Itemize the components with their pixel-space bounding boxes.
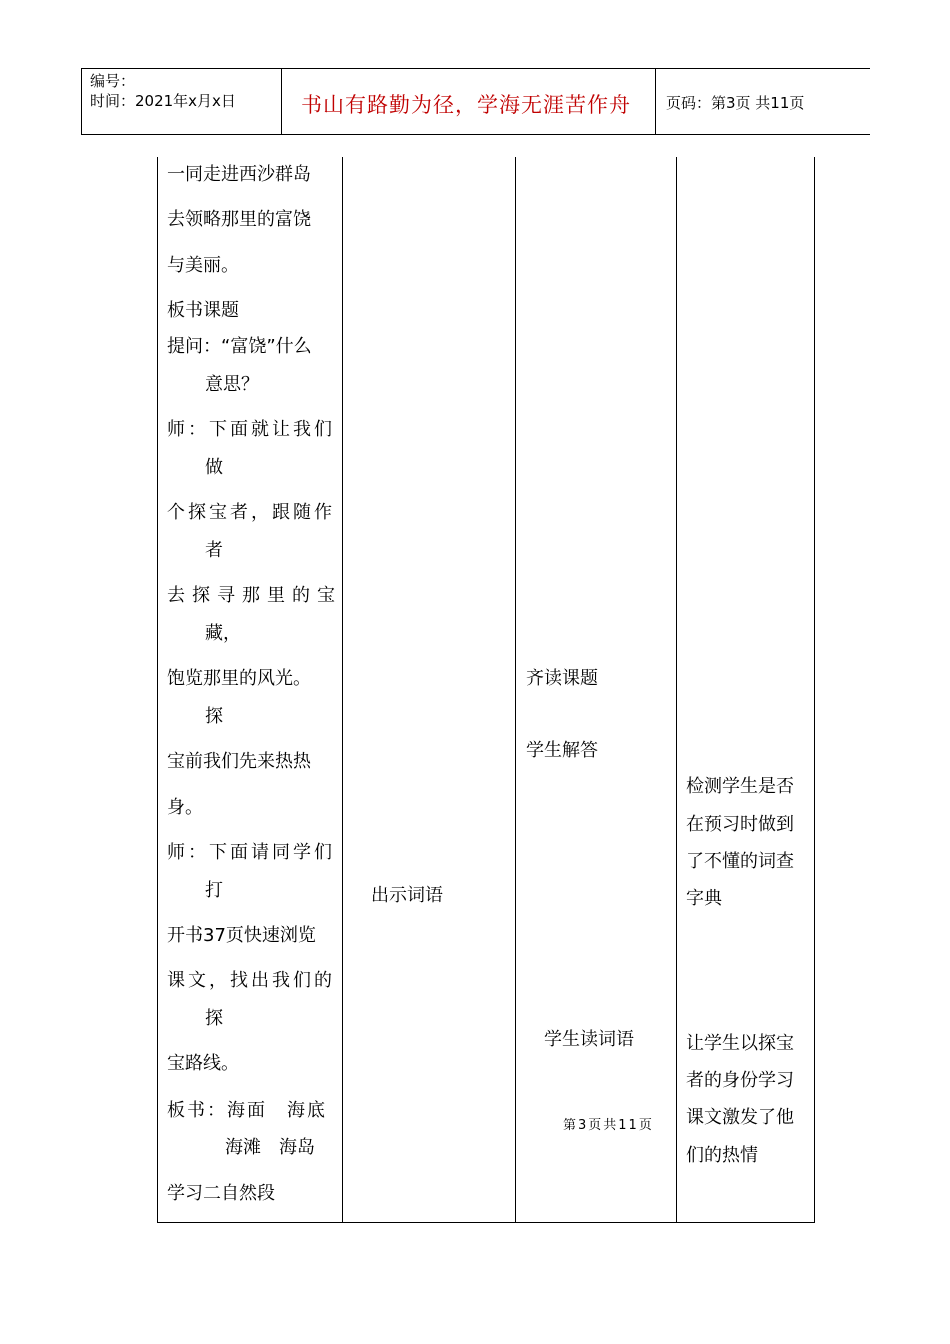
table-divider-2	[515, 157, 516, 1223]
header-divider-1	[281, 68, 282, 135]
col1-line: 者	[205, 540, 223, 561]
col1-line: 与美丽。	[167, 255, 239, 276]
col1-line: 海滩 海岛	[225, 1137, 315, 1158]
header-left-border	[81, 68, 82, 135]
header-page-number: 页码：第3页 共11页	[666, 94, 805, 112]
header-bottom-border	[81, 134, 870, 135]
student-activity-read-words: 学生读词语	[544, 1029, 634, 1050]
intent-line: 了不懂的词查	[686, 851, 794, 872]
table-divider-3	[676, 157, 677, 1223]
table-divider-1	[342, 157, 343, 1223]
col1-line: 去探寻那里的宝	[167, 585, 342, 606]
table-border-left	[157, 157, 158, 1223]
col1-line: 探	[205, 1008, 223, 1029]
col1-line: 课文，找出我们的	[167, 970, 335, 991]
col1-line: 提问：“富饶”什么	[167, 336, 312, 357]
intent-line: 字典	[686, 888, 722, 909]
col1-line: 板书课题	[167, 300, 239, 321]
page-footer-note: 第3页共11页	[563, 1118, 654, 1133]
col1-line: 师：下面就让我们	[167, 419, 335, 440]
intent-line: 课文激发了他	[686, 1107, 794, 1128]
student-activity-read-title: 齐读课题	[526, 668, 598, 689]
intent-line: 者的身份学习	[686, 1070, 794, 1091]
student-activity-answer: 学生解答	[526, 740, 598, 761]
col1-line: 做	[205, 457, 223, 478]
col1-line: 宝路线。	[167, 1053, 239, 1074]
col1-line: 打	[205, 880, 223, 901]
col1-line: 身。	[167, 797, 203, 818]
col1-line: 师：下面请同学们	[167, 842, 335, 863]
document-number: 编号：	[90, 72, 136, 90]
col1-line: 宝前我们先来热热	[167, 751, 311, 772]
page-header	[81, 68, 870, 135]
header-divider-2	[655, 68, 656, 135]
col1-line: 开书37页快速浏览	[167, 925, 316, 946]
col1-line: 一同走进西沙群岛	[167, 164, 311, 185]
col1-line: 去领略那里的富饶	[167, 209, 311, 230]
col1-line: 板书：海面 海底	[167, 1100, 327, 1121]
media-column-text: 出示词语	[371, 885, 443, 906]
intent-line: 检测学生是否	[686, 776, 794, 797]
col1-line: 意思？	[205, 374, 259, 395]
col1-line: 藏，	[205, 623, 241, 644]
header-top-border	[81, 68, 870, 69]
document-date: 时间：2021年x月x日	[90, 92, 236, 110]
col1-line: 探	[205, 706, 223, 727]
header-motto: 书山有路勤为径，学海无涯苦作舟	[301, 93, 631, 117]
col1-line: 个探宝者，跟随作	[167, 502, 335, 523]
intent-line: 在预习时做到	[686, 814, 794, 835]
intent-line: 让学生以探宝	[686, 1033, 794, 1054]
col1-line: 饱览那里的风光。	[167, 668, 311, 689]
table-border-bottom	[157, 1222, 815, 1223]
table-border-right	[814, 157, 815, 1223]
col1-line: 学习二自然段	[167, 1183, 275, 1204]
intent-line: 们的热情	[686, 1145, 758, 1166]
